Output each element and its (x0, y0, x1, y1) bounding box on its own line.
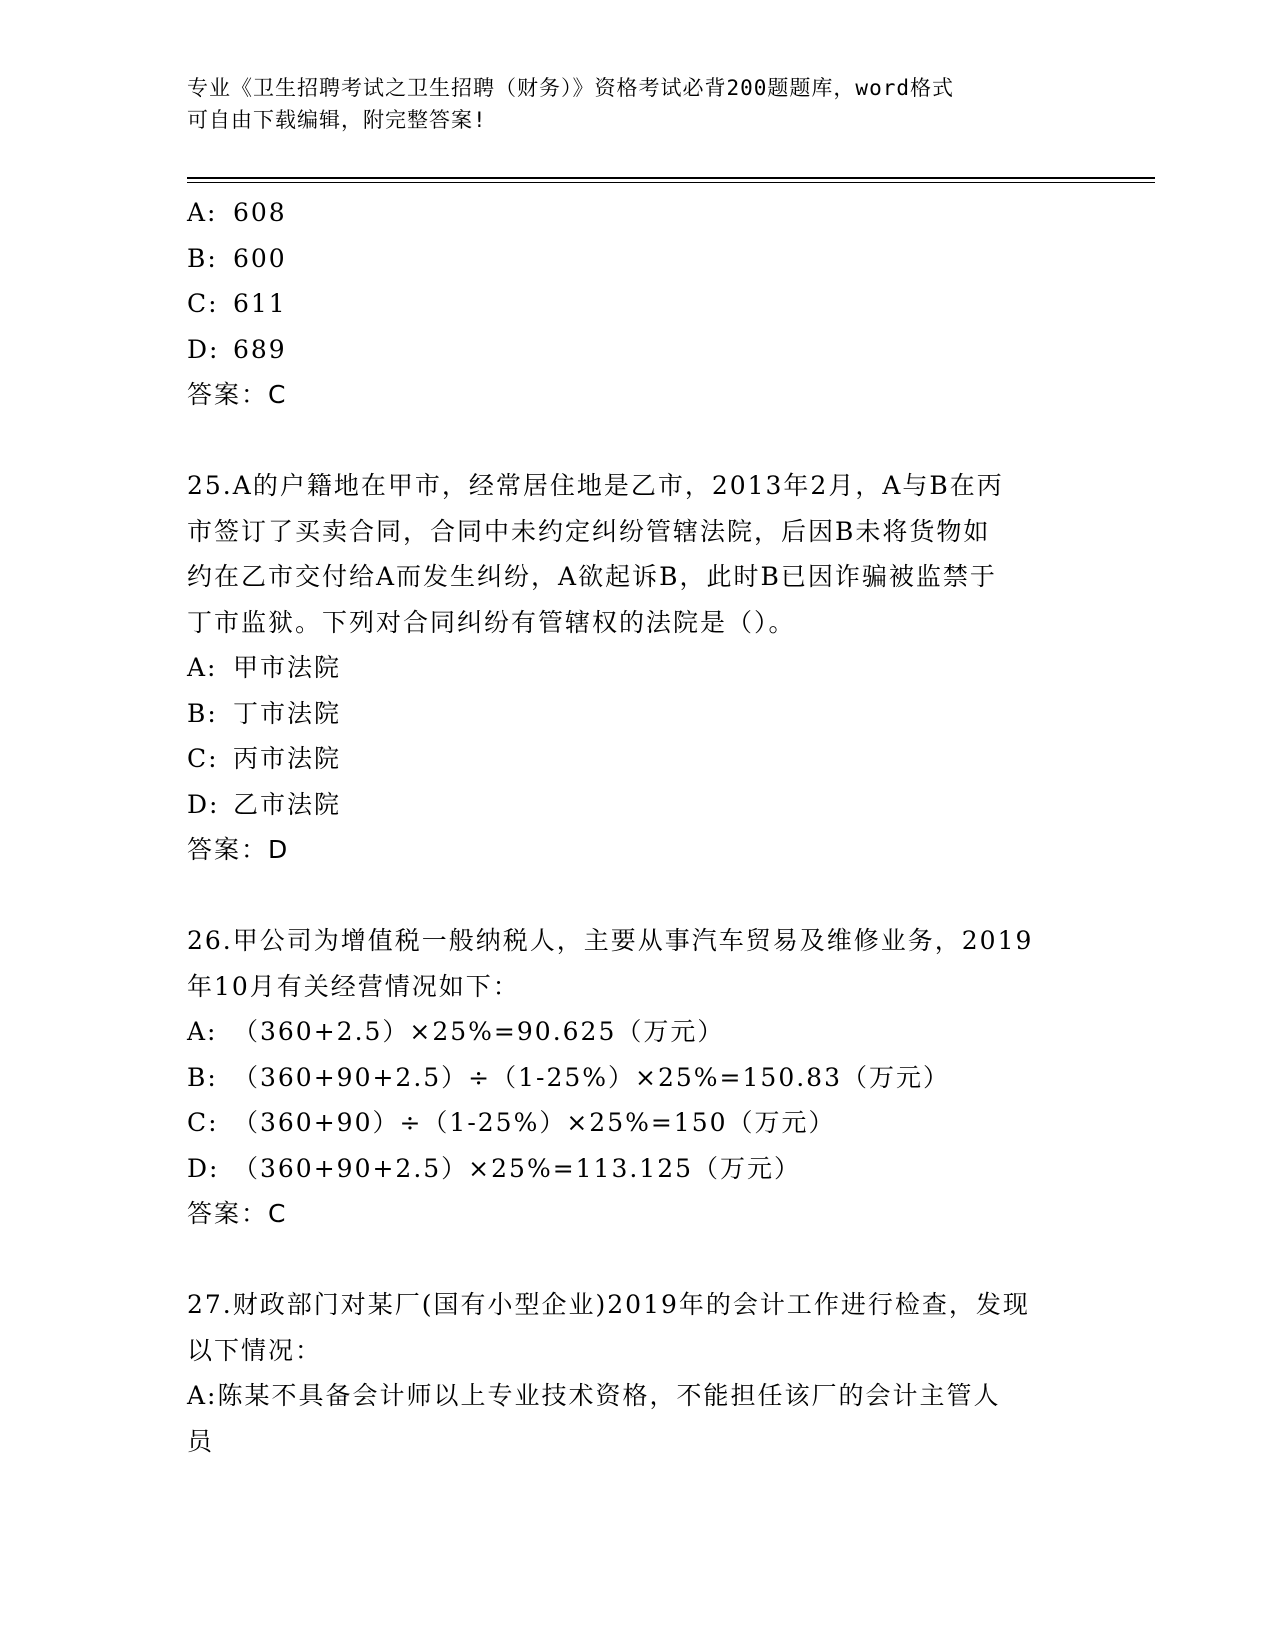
option-d: D: 乙市法院 (187, 789, 342, 819)
header-line-2: 可自由下载编辑，附完整答案! (187, 108, 487, 132)
option-a: A: 608 (187, 198, 287, 227)
question-text-line: 市签订了买卖合同，合同中未约定纠纷管辖法院，后因B未将货物如 (187, 516, 991, 546)
answer: 答案：C (187, 380, 288, 409)
question-text-line: 丁市监狱。下列对合同纠纷有管辖权的法院是（）。 (187, 607, 796, 637)
option-c: C: 611 (187, 289, 287, 318)
question-text-line: 约在乙市交付给A而发生纠纷，A欲起诉B，此时B已因诈骗被监禁于 (187, 562, 997, 591)
option-c: C: 丙市法院 (187, 744, 342, 773)
question-26 (187, 918, 1087, 1237)
question-24-tail (187, 190, 1087, 418)
option-a: A: 甲市法院 (187, 653, 342, 682)
option-c: C: （360+90）÷（1-25%）×25%=150（万元） (187, 1108, 836, 1137)
option-d: D: （360+90+2.5）×25%=113.125（万元） (187, 1153, 802, 1183)
option-a: A: （360+2.5）×25%=90.625（万元） (187, 1017, 725, 1046)
question-25 (187, 463, 1087, 873)
option-d: D: 689 (187, 334, 287, 364)
header-line-1: 专业《卫生招聘考试之卫生招聘（财务）》资格考试必背200题题库，word格式 (187, 76, 954, 100)
document-body (187, 190, 1087, 1464)
question-text-line: 25.A的户籍地在甲市，经常居住地是乙市，2013年2月，A与B在丙 (187, 471, 1004, 500)
option-b: B: 丁市法院 (187, 698, 342, 728)
question-text-line: 26.甲公司为增值税一般纳税人，主要从事汽车贸易及维修业务，2019 (187, 926, 1034, 955)
question-text-line: 27.财政部门对某厂(国有小型企业)2019年的会计工作进行检查，发现 (187, 1290, 1030, 1319)
option-a: A:陈某不具备会计师以上专业技术资格，不能担任该厂的会计主管人 (187, 1381, 1001, 1410)
option-a-continued: 员 (187, 1426, 215, 1456)
header-rule-thick (187, 177, 1155, 179)
header-rule-thin (187, 182, 1155, 183)
document-header (187, 72, 1087, 136)
question-text-line: 年10月有关经营情况如下： (187, 971, 520, 1001)
question-text-line: 以下情况： (187, 1335, 323, 1365)
question-27 (187, 1282, 1087, 1464)
option-b: B: 600 (187, 243, 287, 273)
option-b: B: （360+90+2.5）÷（1-25%）×25%=150.83（万元） (187, 1062, 950, 1092)
answer: 答案：C (187, 1199, 288, 1228)
answer: 答案：D (187, 835, 290, 864)
